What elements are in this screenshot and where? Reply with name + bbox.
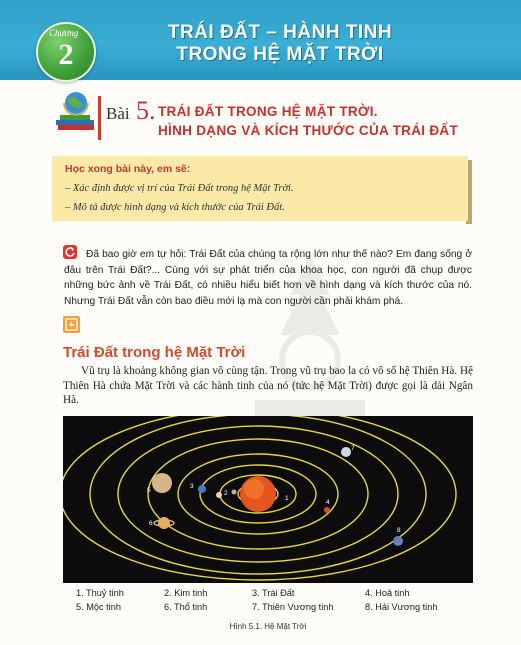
planet-earth [198, 485, 206, 493]
figure-caption: Hình 5.1. Hệ Mặt Trời [229, 622, 307, 631]
chapter-number: 2 [58, 38, 74, 71]
lesson-title-line1: TRÁI ĐẤT TRONG HỆ MẶT TRỜI. [158, 104, 378, 119]
legend-item: 3. Trái Đất [252, 588, 295, 598]
planet-label-7: 7 [351, 445, 355, 452]
planet-label-4: 4 [326, 499, 330, 506]
legend-item: 8. Hải Vương tinh [365, 602, 438, 612]
planet-label-8: 8 [397, 527, 401, 534]
planet-uranus [341, 447, 351, 457]
planet-label-1: 1 [285, 495, 289, 502]
chapter-title [140, 22, 420, 66]
legend-item: 1. Thuỷ tinh [76, 588, 124, 598]
legend-item: 6. Thổ tinh [164, 602, 208, 612]
solar-system-figure [63, 416, 473, 583]
legend-item: 7. Thiên Vương tinh [252, 602, 334, 612]
planet-label-6: 6 [149, 520, 153, 527]
lesson-number: 5. [136, 96, 156, 125]
planet-label-3: 3 [190, 483, 194, 490]
planet-label-5: 5 [147, 487, 151, 494]
planet-venus [216, 492, 222, 498]
planet-neptune [393, 536, 403, 546]
chapter-title-line2: TRONG HỆ MẶT TRỜI [176, 44, 384, 65]
objective-item: – Mô tả được hình dạng và kích thước của Trái Đất. [65, 202, 285, 213]
lesson-title [158, 102, 498, 140]
intro-paragraph: Đã bao giờ em tự hỏi: Trái Đất của chúng ta rộng lớn như thế nào? Em đang sống ở đâu trên Trái Đất?... Cùng với sự phát triển của khoa học, con người đã chụp được những bức ảnh về Trái Đất, có nhiều hiểu biết hơn về hình dạng và kích thước của nó. Nhưng Trái Đất vẫn còn bao điều mới lạ mà con người cần phải khám phá. [64, 249, 472, 307]
planet-mercury [232, 490, 237, 495]
legend-item: 5. Mộc tinh [76, 602, 121, 612]
legend-item: 2. Kim tinh [164, 588, 208, 598]
objectives-title: Học xong bài này, em sẽ: [65, 163, 191, 175]
lesson-title-line2: HÌNH DẠNG VÀ KÍCH THƯỚC CỦA TRÁI ĐẤT [158, 123, 459, 138]
section-body: Vũ trụ là khoảng không gian vô cùng tận. Trong vũ trụ bao la có vô số hệ Thiên Hà. Hệ Thiên Hà chứa Mặt Trời và các hành tinh của nó (tức hệ Mặt Trời) được gọi là dải Ngân Hà. [63, 365, 473, 406]
chapter-title-line1: TRÁI ĐẤT – HÀNH TINH [167, 22, 393, 43]
planet-mars [324, 507, 330, 513]
chapter-word: Chương [49, 28, 79, 38]
knowledge-icon [63, 316, 80, 333]
objective-item: – Xác định được vị trí của Trái Đất trong hệ Mặt Trời. [65, 183, 294, 194]
legend-item: 4. Hoả tinh [365, 588, 410, 598]
lesson-label: Bài [106, 104, 130, 123]
section-title: Trái Đất trong hệ Mặt Trời [63, 344, 246, 361]
planet-label-2: 2 [224, 490, 228, 497]
globe-books-icon [54, 90, 100, 132]
planet-jupiter [152, 473, 172, 493]
lesson-divider [98, 96, 101, 140]
